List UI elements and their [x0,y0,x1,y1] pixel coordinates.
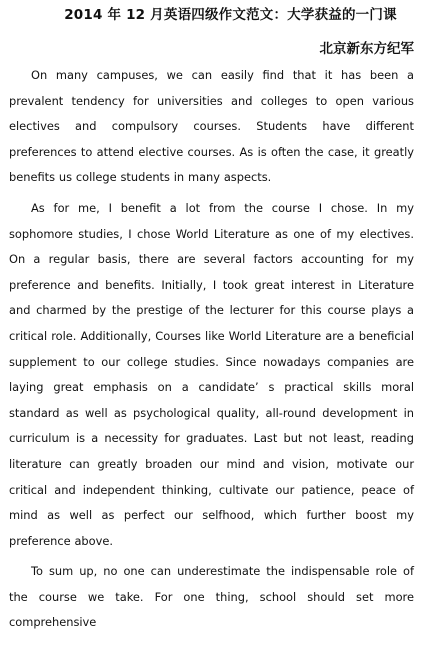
paragraph-1: On many campuses, we can easily find that it has been a prevalent tendency for universities and colleges to open various electives and compulsory courses. Students have different preferences to attend elective courses. As is often the case, it greatly benefits us college students in many aspects. [9,68,414,185]
paragraph-3: To sum up, no one can underestimate the indispensable role of the course we take. For one thing, school should set more comprehensive [9,564,414,630]
paragraph-2: As for me, I benefit a lot from the course I chose. In my sophomore studies, I chose World Literature as one of my electives. On a regular basis, there are several factors accounting for my preference and benefits. Initially, I took great interest in Literature and charmed by the prestige of the lecturer for this course plays a critical role. Additionally, Courses like World Literature are a beneficial supplement to our college studies. Since nowadays companies are laying great emphasis on a candidate’ s practical skills moral standard as well as psychological quality, all-round development in curriculum is a necessity for graduates. Last but not least, reading literature can greatly broaden our mind and vision, motivate our critical and independent thinking, cultivate our patience, peace of mind as well as perfect our selfhood, which further boost my preference above. [9,200,414,548]
document-title: 2014 年 12 月英语四级作文范文：大学获益的一门课 [64,7,397,23]
document-author: 北京新东方纪军 [319,41,414,57]
